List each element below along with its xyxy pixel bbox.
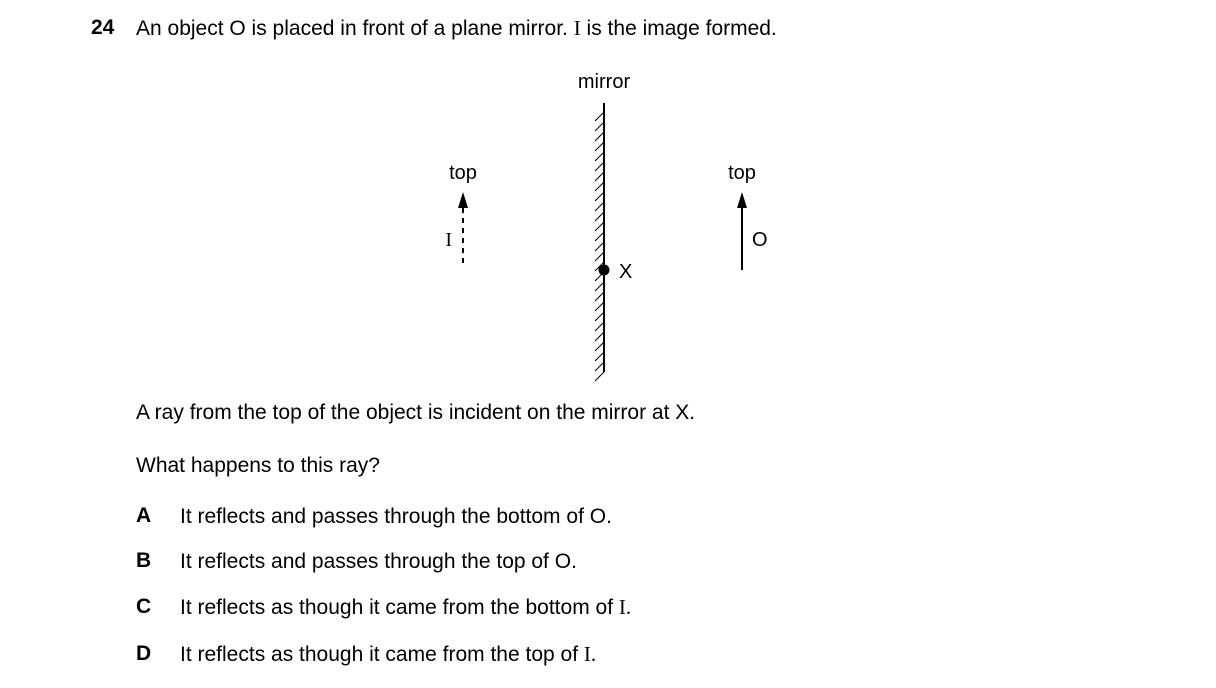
stem-prefix: An object O is placed in front of a plane mirror.: [136, 17, 574, 40]
hatch-mark: [595, 322, 604, 331]
hatch-mark: [595, 172, 604, 181]
hatch-mark: [595, 222, 604, 231]
option-d[interactable]: [136, 642, 596, 667]
option-letter: A: [136, 504, 152, 527]
image-top-label: top: [449, 162, 477, 184]
hatch-mark: [595, 252, 604, 261]
mirror-label: mirror: [577, 71, 631, 93]
option-text: It reflects as though it came from the bottom of I.: [180, 595, 632, 619]
option-text: It reflects as though it came from the top of I.: [180, 642, 597, 666]
image-label: I: [445, 229, 452, 251]
option-text: It reflects and passes through the bottom of O.: [180, 505, 612, 528]
hatch-mark: [595, 112, 604, 121]
image-arrowhead: [458, 192, 468, 208]
hatch-mark: [595, 132, 604, 141]
option-letter: C: [136, 595, 152, 618]
hatch-mark: [595, 212, 604, 221]
question-prompt: What happens to this ray?: [136, 454, 380, 477]
option-text: It reflects and passes through the top of O.: [180, 550, 577, 573]
option-c[interactable]: [136, 595, 631, 620]
hatch-mark: [595, 372, 604, 381]
hatch-mark: [595, 202, 604, 211]
option-letter: D: [136, 642, 152, 665]
stem-suffix: is the image formed.: [580, 17, 777, 40]
hatch-mark: [595, 152, 604, 161]
hatch-mark: [595, 332, 604, 341]
ray-description: A ray from the top of the object is incident on the mirror at X.: [136, 401, 696, 424]
hatch-mark: [595, 352, 604, 361]
hatch-mark: [595, 362, 604, 371]
hatch-mark: [595, 162, 604, 171]
hatch-mark: [595, 242, 604, 251]
hatch-mark: [595, 302, 604, 311]
hatch-mark: [595, 122, 604, 131]
hatch-mark: [595, 192, 604, 201]
hatch-mark: [595, 342, 604, 351]
hatch-mark: [595, 142, 604, 151]
hatch-mark: [595, 292, 604, 301]
option-b[interactable]: [136, 549, 577, 574]
point-x-label: X: [619, 261, 633, 283]
incidence-point: [599, 265, 610, 276]
option-a[interactable]: [136, 504, 612, 529]
hatch-mark: [595, 282, 604, 291]
option-letter: B: [136, 549, 152, 572]
question-number: 24: [91, 16, 115, 39]
object-top-label: top: [728, 162, 756, 184]
mirror-hatching: [595, 112, 604, 381]
object-arrowhead: [737, 192, 747, 208]
stem-image-letter: I: [573, 16, 581, 40]
hatch-mark: [595, 182, 604, 191]
hatch-mark: [595, 232, 604, 241]
hatch-mark: [595, 312, 604, 321]
object-label: O: [752, 229, 768, 251]
